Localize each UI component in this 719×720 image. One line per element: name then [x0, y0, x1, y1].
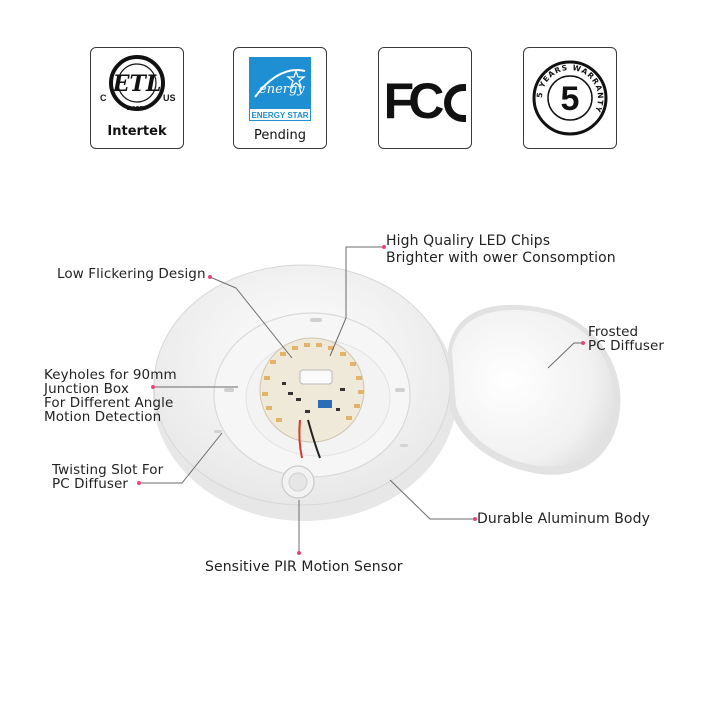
- energy-star-script: energy: [259, 82, 305, 97]
- etl-listed-text: LISTED: [126, 106, 148, 112]
- energy-star-bar: ENERGY STAR: [249, 108, 311, 121]
- callout-aluminum-body: Durable Aluminum Body: [477, 511, 650, 527]
- keyhole-slot: [395, 388, 405, 392]
- callout-low-flicker: Low Flickering Design: [57, 266, 206, 282]
- svg-text:ETL: ETL: [112, 71, 162, 97]
- etl-us-mark: US: [163, 93, 176, 103]
- callout-twisting-slot: Twisting Slot For PC Diffuser: [52, 462, 164, 492]
- led-circuit-board: [260, 338, 364, 442]
- warranty-number: 5: [560, 80, 580, 118]
- etl-c-mark: C: [100, 93, 107, 103]
- pir-sensor-dome: [289, 473, 307, 491]
- callout-keyholes: Keyholes for 90mm Junction Box For Different Angle Motion Detection: [44, 367, 177, 425]
- keyhole-slot: [310, 318, 322, 322]
- callout-pir-sensor: Sensitive PIR Motion Sensor: [205, 559, 403, 575]
- twisting-slot: [214, 430, 222, 433]
- blue-component: [318, 400, 332, 408]
- keyhole-slot: [224, 388, 234, 392]
- twisting-slot: [400, 444, 408, 447]
- callout-frosted-diffuser: Frosted PC Diffuser: [588, 324, 665, 354]
- capacitor: [300, 370, 332, 384]
- fcc-mark: FC: [383, 73, 439, 129]
- energy-star-caption: Pending: [254, 128, 306, 143]
- warranty-ring-text: 5 YEARS WARRANTY: [534, 62, 606, 115]
- callout-led-chips: High Qualiry LED Chips Brighter with ower Consomption: [386, 233, 616, 266]
- etl-caption: Intertek: [107, 124, 167, 139]
